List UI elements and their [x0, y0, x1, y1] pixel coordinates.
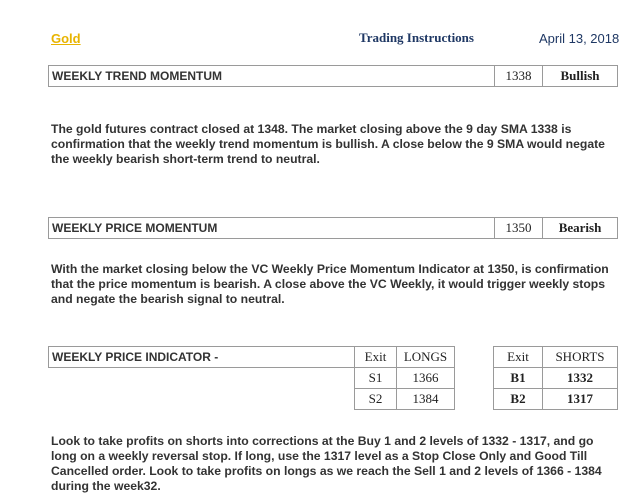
trend-momentum-value: 1338	[495, 66, 543, 87]
longs-exit-s2: S2	[355, 389, 397, 410]
longs-header: LONGS	[397, 347, 455, 368]
longs-value-s1: 1366	[397, 368, 455, 389]
blank-cell	[49, 389, 355, 410]
trend-momentum-text: The gold futures contract closed at 1348. The market closing above the 9 day SMA 1338 is confirmation that the weekly trend momentum is bullish. A close below the 9 SMA would negate the weekly bearish short-term trend to neutral.	[51, 122, 605, 166]
price-momentum-table	[48, 217, 618, 239]
longs-exit-header: Exit	[355, 347, 397, 368]
price-indicator-text: Look to take profits on shorts into corrections at the Buy 1 and 2 levels of 1332 - 1317, and go long on a weekly reversal stop. If long, use the 1317 level as a Stop Close Only and Good Till Cancelled order. Look to take profits on longs as we reach the Sell 1 and 2 levels of 1366 - 1384 during the week32.	[51, 434, 602, 493]
shorts-exit-header: Exit	[494, 347, 543, 368]
shorts-value-b1: 1332	[543, 368, 618, 389]
price-indicator-longs-table	[48, 346, 455, 410]
shorts-header: SHORTS	[543, 347, 618, 368]
blank-cell	[49, 368, 355, 389]
price-momentum-value: 1350	[495, 218, 543, 239]
longs-exit-s1: S1	[355, 368, 397, 389]
shorts-exit-b1: B1	[494, 368, 543, 389]
price-indicator-shorts-table	[493, 346, 618, 410]
price-momentum-label: WEEKLY PRICE MOMENTUM	[49, 218, 495, 239]
report-date: April 13, 2018	[539, 31, 620, 46]
price-indicator-label: WEEKLY PRICE INDICATOR -	[49, 347, 355, 368]
page-title: Trading Instructions	[359, 30, 474, 45]
trend-momentum-signal: Bullish	[543, 66, 618, 87]
trend-momentum-label: WEEKLY TREND MOMENTUM	[49, 66, 495, 87]
longs-value-s2: 1384	[397, 389, 455, 410]
price-momentum-text: With the market closing below the VC Weekly Price Momentum Indicator at 1350, is confirmation that the price momentum is bearish. A close above the VC Weekly, it would trigger weekly stops and negate the bearish signal to neutral.	[51, 262, 609, 306]
shorts-value-b2: 1317	[543, 389, 618, 410]
trend-momentum-table	[48, 65, 618, 87]
shorts-exit-b2: B2	[494, 389, 543, 410]
gold-logo-link[interactable]: Gold	[51, 31, 81, 46]
price-momentum-signal: Bearish	[543, 218, 618, 239]
